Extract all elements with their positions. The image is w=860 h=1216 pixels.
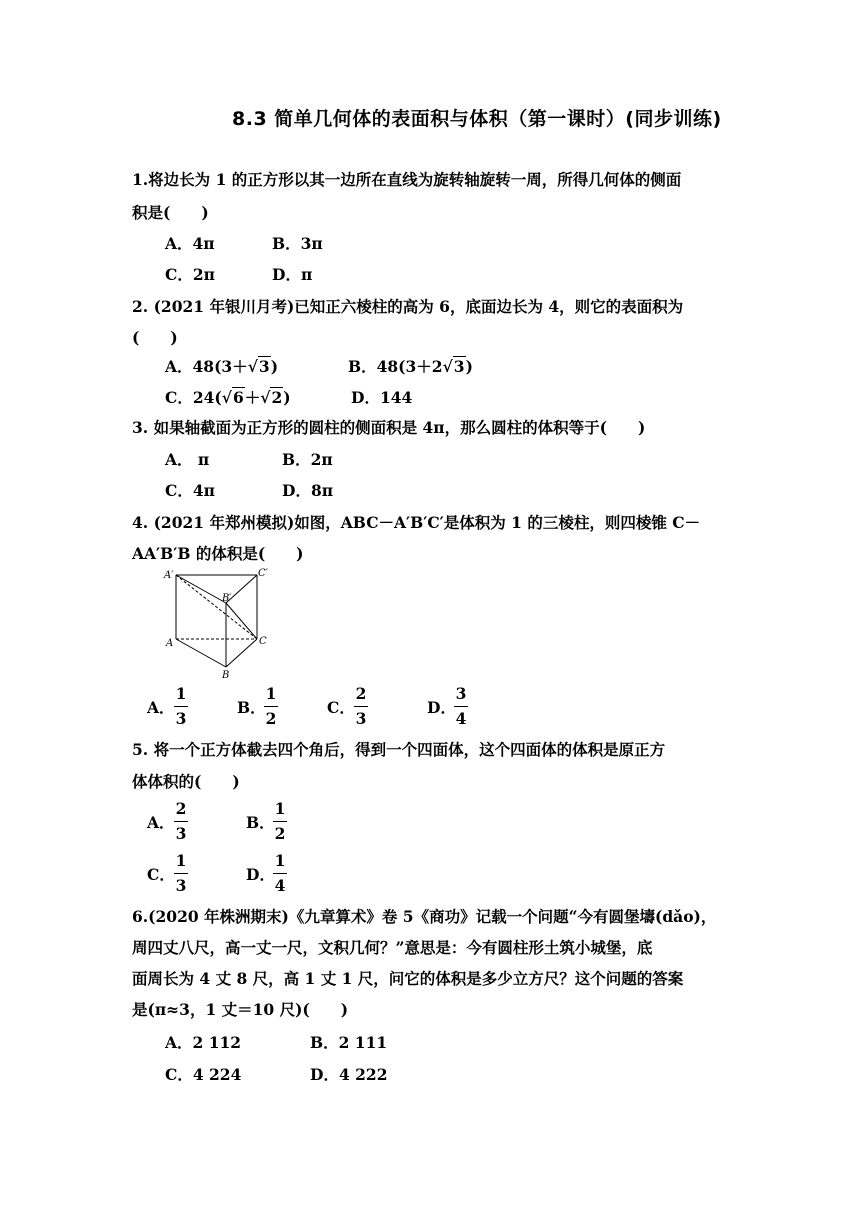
- q2-option-d: D．144: [351, 388, 413, 407]
- prism-figure: [160, 566, 275, 681]
- q1-option-b: B．3π: [272, 234, 323, 253]
- q6-stem-line2: 周四丈八尺，高一丈一尺，文积几何？”意思是：今有圆柱形土筑小城堡，底: [132, 938, 653, 957]
- q4-option-d-fraction: 3 4: [455, 684, 467, 728]
- q1-stem-line1: 1.将边长为 1 的正方形以其一边所在直线为旋转轴旋转一周，所得几何体的侧面: [132, 170, 682, 189]
- q5-option-c-fraction: 1 3: [175, 851, 187, 895]
- q4-option-a-label: A．: [147, 698, 175, 717]
- q5-option-b-label: B．: [246, 813, 275, 832]
- q5-option-c-label: C．: [147, 865, 175, 884]
- q5-option-b-fraction: 1 2: [274, 799, 286, 843]
- q5-option-d-fraction: 1 4: [274, 851, 286, 895]
- q2-option-b: B．48(3＋2√3): [348, 357, 473, 376]
- q1-option-a: A．4π: [165, 234, 215, 253]
- q4-option-c-label: C．: [327, 698, 355, 717]
- fig-label-c: C: [259, 636, 267, 647]
- q4-option-c-fraction: 2 3: [355, 684, 367, 728]
- fig-label-b: B: [222, 670, 230, 681]
- q3-stem-line1: 3. 如果轴截面为正方形的圆柱的侧面积是 4π，那么圆柱的体积等于( ): [132, 418, 646, 437]
- q4-option-b-label: B．: [237, 698, 266, 717]
- q4-option-a-fraction: 1 3: [175, 684, 187, 728]
- q2-option-a: A．48(3＋√3): [165, 357, 279, 376]
- fig-label-a: A: [166, 638, 174, 649]
- q2-option-c: C．24(√6＋√2): [165, 388, 291, 407]
- q2-stem-line1: 2. (2021 年银川月考)已知正六棱柱的高为 6，底面边长为 4，则它的表面积为: [132, 297, 684, 316]
- q3-option-a: A． π: [165, 450, 210, 469]
- q6-stem-line1: 6.(2020 年株洲期末)《九章算术》卷 5《商功》记载一个问题“今有圆堡壔(dǎo)，: [132, 907, 717, 926]
- q6-stem-line3: 面周长为 4 丈 8 尺，高 1 丈 1 尺，问它的体积是多少立方尺？这个问题的答案: [132, 969, 684, 988]
- q5-stem-line2: 体体积的( ): [132, 772, 240, 791]
- q4-stem-line2: AA′B′B 的体积是( ): [132, 544, 304, 563]
- q1-stem-line2: 积是( ): [132, 203, 209, 222]
- q5-option-d-label: D．: [246, 865, 275, 884]
- fig-label-c1: C′: [258, 568, 268, 579]
- q6-option-d: D．4 222: [310, 1065, 388, 1084]
- q5-stem-line1: 5. 将一个正方体截去四个角后，得到一个四面体，这个四面体的体积是原正方: [132, 740, 666, 759]
- q6-option-b: B．2 111: [310, 1033, 388, 1052]
- q6-option-c: C．4 224: [165, 1065, 242, 1084]
- q4-option-d-label: D．: [427, 698, 456, 717]
- page-title: 8.3 简单几何体的表面积与体积（第一课时）(同步训练): [232, 108, 722, 130]
- q4-stem-line1: 4. (2021 年郑州模拟)如图，ABC－A′B′C′是体积为 1 的三棱柱，则四棱锥 C－: [132, 513, 701, 532]
- fig-label-a1: A′: [164, 570, 174, 581]
- q5-option-a-fraction: 2 3: [175, 799, 187, 843]
- q1-option-d: D．π: [272, 265, 313, 284]
- q6-option-a: A．2 112: [165, 1033, 242, 1052]
- q3-option-d: D．8π: [282, 481, 334, 500]
- q6-stem-line4: 是(π≈3，1 丈＝10 尺)( ): [132, 1000, 349, 1019]
- q1-option-c: C．2π: [165, 265, 215, 284]
- fig-label-b1: B′: [222, 593, 232, 604]
- q3-option-c: C．4π: [165, 481, 215, 500]
- q5-option-a-label: A．: [147, 813, 175, 832]
- q4-option-b-fraction: 1 2: [265, 684, 277, 728]
- q2-stem-line2: ( ): [132, 328, 178, 347]
- q3-option-b: B．2π: [282, 450, 333, 469]
